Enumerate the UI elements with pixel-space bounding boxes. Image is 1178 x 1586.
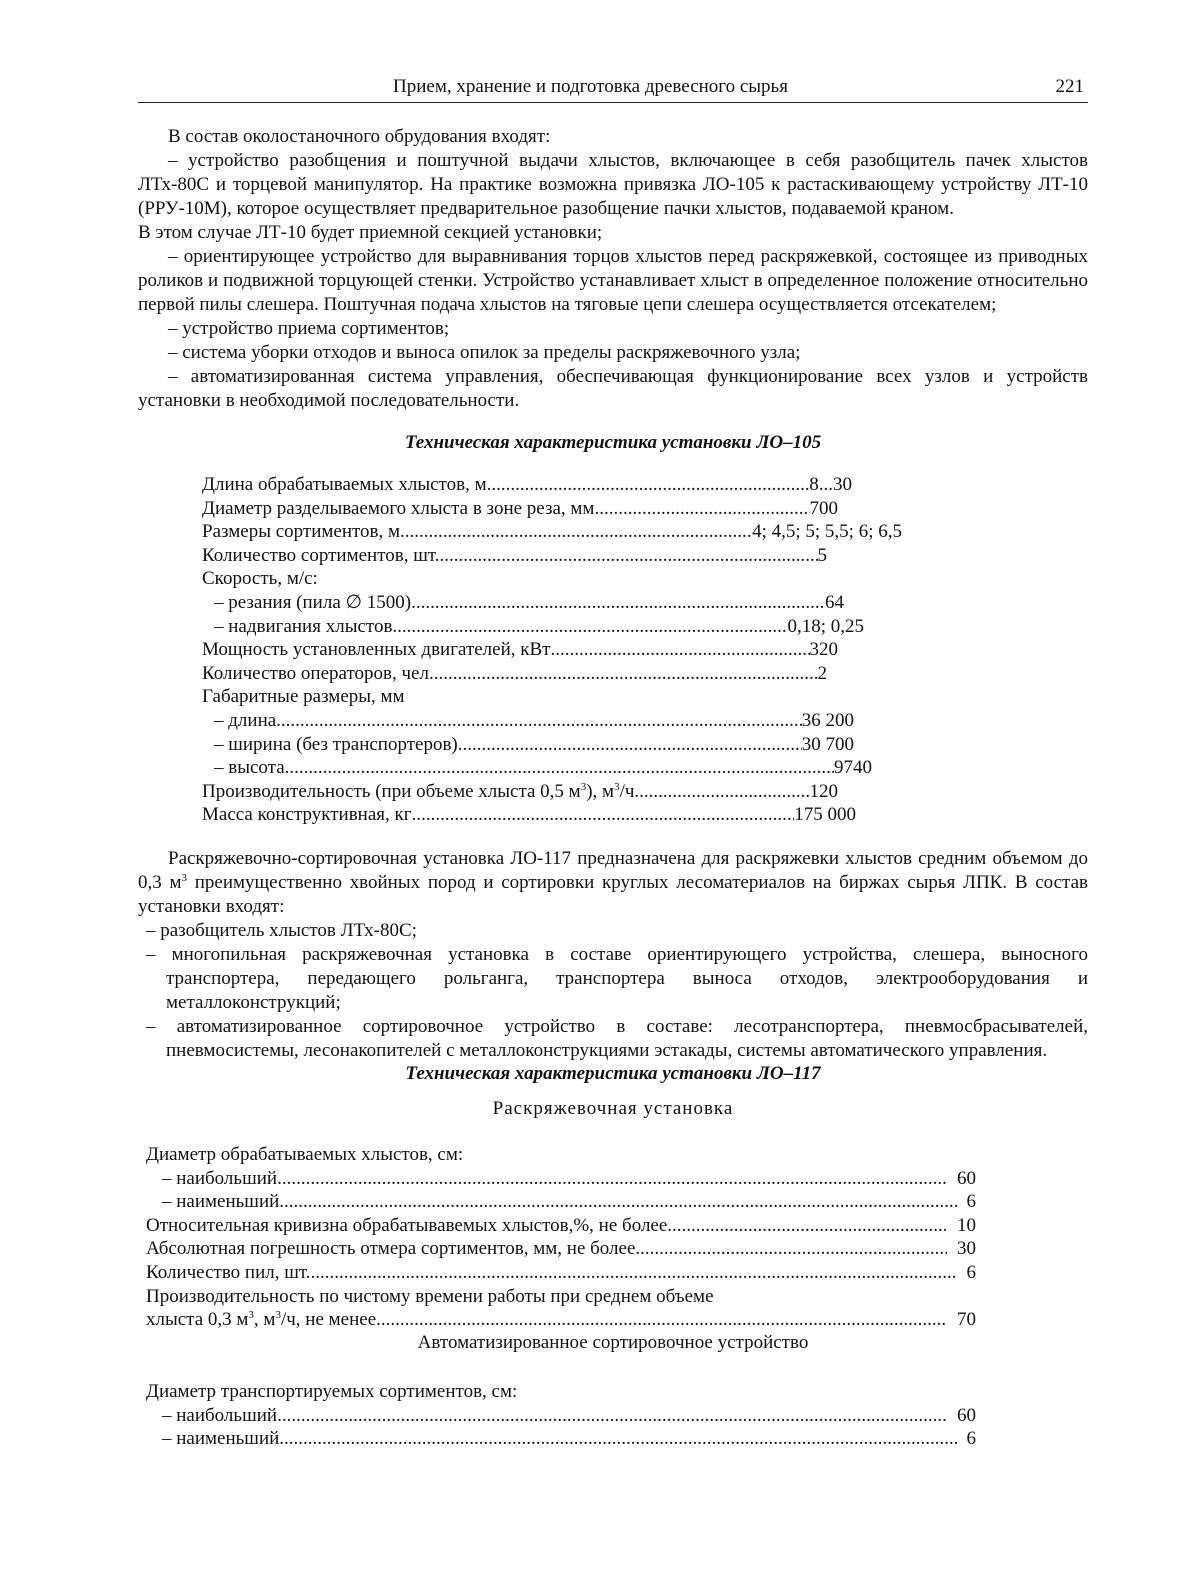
intro-item: – устройство разобщения и поштучной выдачи хлыстов, включающее в себя разобщитель пачек хлыстов ЛТх-80С и торцевой манипулятор. На практике возможна привязка ЛО-105 к растаскивающему устройству ЛТ-10 (РРУ-10М), которое осуществляет предварительное разобщение пачки хлыстов, подаваемой краном. <box>138 150 1088 219</box>
spec-row: Производительность по чистому времени работы при среднем объеме <box>146 1285 714 1307</box>
spec-row: хлыста 0,3 $м^3$, $м^3/ч$, не менее ..... 70 <box>146 1308 976 1332</box>
spec-row: Габаритные размеры, мм <box>202 686 405 708</box>
spec-105-table <box>202 473 902 827</box>
list-item: – многопильная раскряжевочная установка в составе ориентирующего устройства, слешера, выносного транспортера, передающего рольганга, транспортера выноса отходов, электрооборудования и металлоконструкций; <box>146 944 1088 1013</box>
intro-item: – ориентирующее устройство для выравнивания торцов хлыстов перед раскряжевкой, состоящее из приводных роликов и подвижной торцующей стенки. Устройство устанавливает хлыст в определенное положение относительно первой пилы слешера. Поштучная подача хлыстов на тяговые цепи слешера осуществляется отсекателем; <box>138 246 1088 315</box>
list-item: – разобщитель хлыстов ЛТх-80С; <box>146 920 417 941</box>
list-item: – автоматизированное сортировочное устройство в составе: лесотранспортера, пневмосбрасывателей, пневмосистемы, лесонакопителей с металлоконструкциями эстакады, системы автоматического управления. <box>146 1016 1088 1061</box>
spec-105-heading: Техническая характеристика установки ЛО–105 <box>404 432 822 453</box>
spec-row: Производительность (при объеме хлыста 0,5 $м^3$), $м^3/ч$ ..... 120 <box>202 780 838 804</box>
spec-row: Мощность установленных двигателей, кВт ..... 320 <box>202 638 838 662</box>
spec-row: – высота ..... 9740 <box>202 756 872 780</box>
spec-row: Диаметр обрабатываемых хлыстов, см: <box>146 1144 464 1165</box>
spec-row: Количество пил, шт. ..... 6 <box>146 1261 976 1285</box>
spec-row: Количество операторов, чел ..... 2 <box>202 662 827 686</box>
spec-117-subheading-1: Раскряжевочная установка <box>492 1098 734 1119</box>
intro-line: В состав околостаночного обрудования входят: <box>168 126 551 147</box>
spec-row: – резания (пила ∅ 1500) ..... 64 <box>202 591 844 615</box>
spec-row: Размеры сортиментов, м ..... 4; 4,5; 5; 5,5; 6; 6,5 <box>202 520 902 544</box>
spec-row: Скорость, м/с: <box>202 568 318 590</box>
spec-row: – наибольший ..... 60 <box>146 1404 976 1428</box>
spec-row: Количество сортиментов, шт. ..... 5 <box>202 544 827 568</box>
intro-item: – система уборки отходов и выноса опилок за пределы раскряжевочного узла; <box>168 342 801 363</box>
spec-row: Абсолютная погрешность отмера сортиментов, мм, не более ..... 30 <box>146 1237 976 1261</box>
spec-row: – наибольший ..... 60 <box>146 1167 976 1191</box>
spec-117-heading: Техническая характеристика установки ЛО–117 <box>405 1063 821 1084</box>
header-title: Прием, хранение и подготовка древесного сырья <box>393 76 788 97</box>
intro-section <box>138 125 1088 413</box>
spec-row: – длина ..... 36 200 <box>202 709 854 733</box>
spec-row: – наименьший ..... 6 <box>146 1427 976 1451</box>
spec-117-table-2 <box>146 1380 976 1451</box>
spec-117-subheading-2: Автоматизированное сортировочное устройство <box>417 1332 809 1353</box>
spec-row: – наименьший ..... 6 <box>146 1190 976 1214</box>
lo117-components-list <box>146 919 1088 1063</box>
spec-row: – ширина (без транспортеров) ..... 30 700 <box>202 733 854 757</box>
spec-row: – надвигания хлыстов ..... 0,18; 0,25 <box>202 615 864 639</box>
spec-row: Относительная кривизна обрабатывавемых хлыстов,%, не более ..... 10 <box>146 1214 976 1238</box>
spec-row: Масса конструктивная, кг ..... 175 000 <box>202 803 856 827</box>
intro-item: – устройство приема сортиментов; <box>168 318 450 339</box>
spec-row: Диаметр транспортируемых сортиментов, см: <box>146 1381 518 1402</box>
spec-row: Длина обрабатываемых хлыстов, м ..... 8...30 <box>202 473 852 497</box>
intro-line: В этом случае ЛТ-10 будет приемной секцией установки; <box>138 222 603 243</box>
lo117-intro: Раскряжевочно-сортировочная установка ЛО-117 предназначена для раскряжевки хлыстов средним объемом до 0,3 $м^3$ преимущественно хвойных пород и сортировки круглых лесоматериалов на биржах сырья ЛПК. В состав установки входят: <box>138 848 1088 917</box>
page-number: 221 <box>1055 76 1084 97</box>
intro-item: – автоматизированная система управления, обеспечивающая функционирование всех узлов и устройств установки в необходимой последовательности. <box>138 366 1088 411</box>
running-header <box>138 68 1088 103</box>
spec-row: Диаметр разделываемого хлыста в зоне реза, мм ..... 700 <box>202 497 838 521</box>
spec-117-table-1 <box>146 1143 976 1332</box>
